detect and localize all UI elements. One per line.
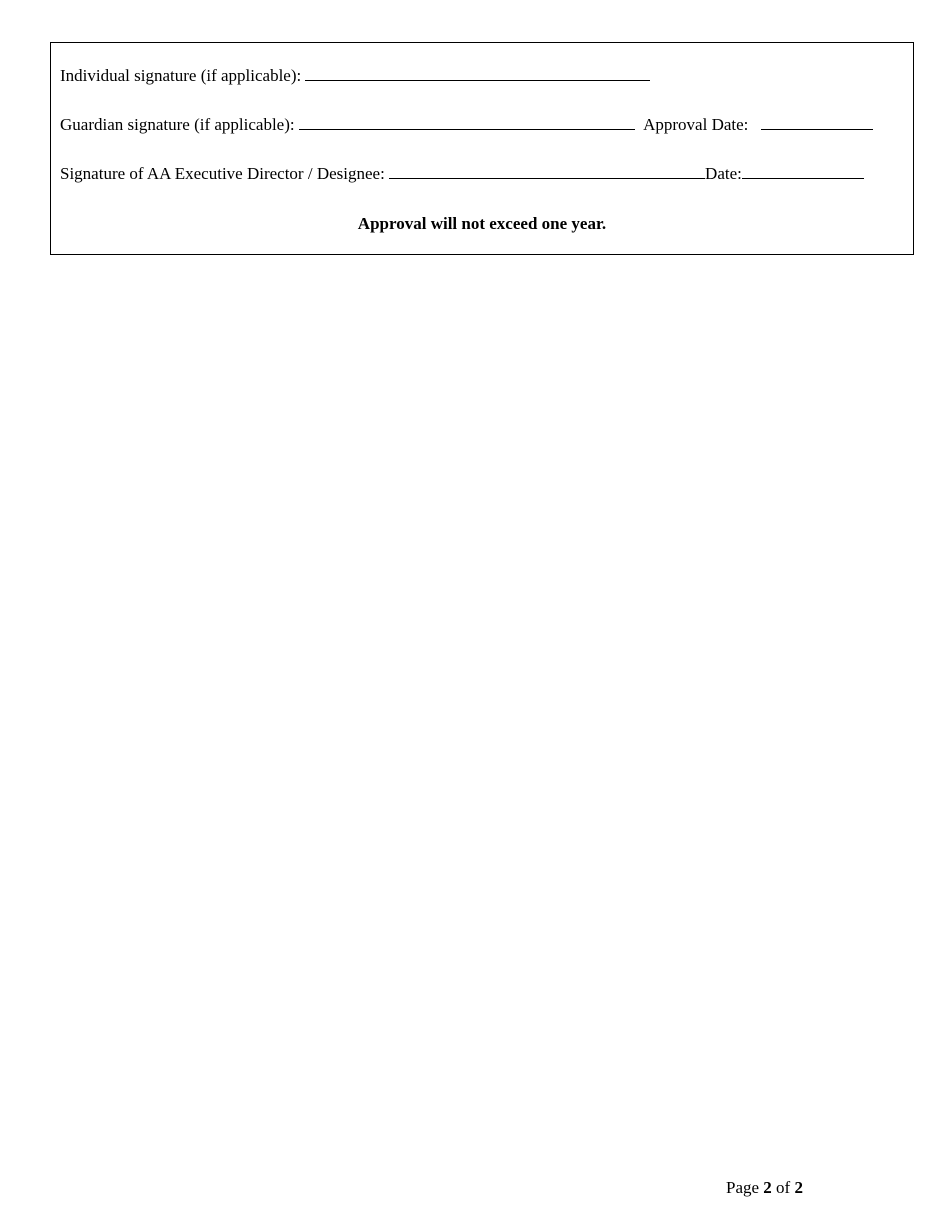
of-word: of xyxy=(776,1178,791,1197)
individual-signature-label: Individual signature (if applicable): xyxy=(60,66,302,85)
individual-signature-line[interactable] xyxy=(305,66,650,81)
guardian-signature-label: Guardian signature (if applicable): xyxy=(60,115,295,134)
guardian-signature-row xyxy=(60,115,873,135)
page-number xyxy=(726,1178,803,1198)
date-line[interactable] xyxy=(742,164,864,179)
current-page: 2 xyxy=(763,1178,772,1197)
approval-date-label: Approval Date: xyxy=(643,115,749,134)
total-pages: 2 xyxy=(794,1178,803,1197)
guardian-signature-line[interactable] xyxy=(299,115,635,130)
page-word: Page xyxy=(726,1178,760,1197)
individual-signature-row xyxy=(60,66,650,86)
approval-note: Approval will not exceed one year. xyxy=(357,214,607,233)
date-label: Date: xyxy=(705,164,742,183)
approval-date-line[interactable] xyxy=(761,115,873,130)
director-signature-line[interactable] xyxy=(389,164,705,179)
signature-box xyxy=(50,42,914,255)
director-signature-row xyxy=(60,164,864,184)
director-signature-label: Signature of AA Executive Director / Designee: xyxy=(60,164,385,183)
